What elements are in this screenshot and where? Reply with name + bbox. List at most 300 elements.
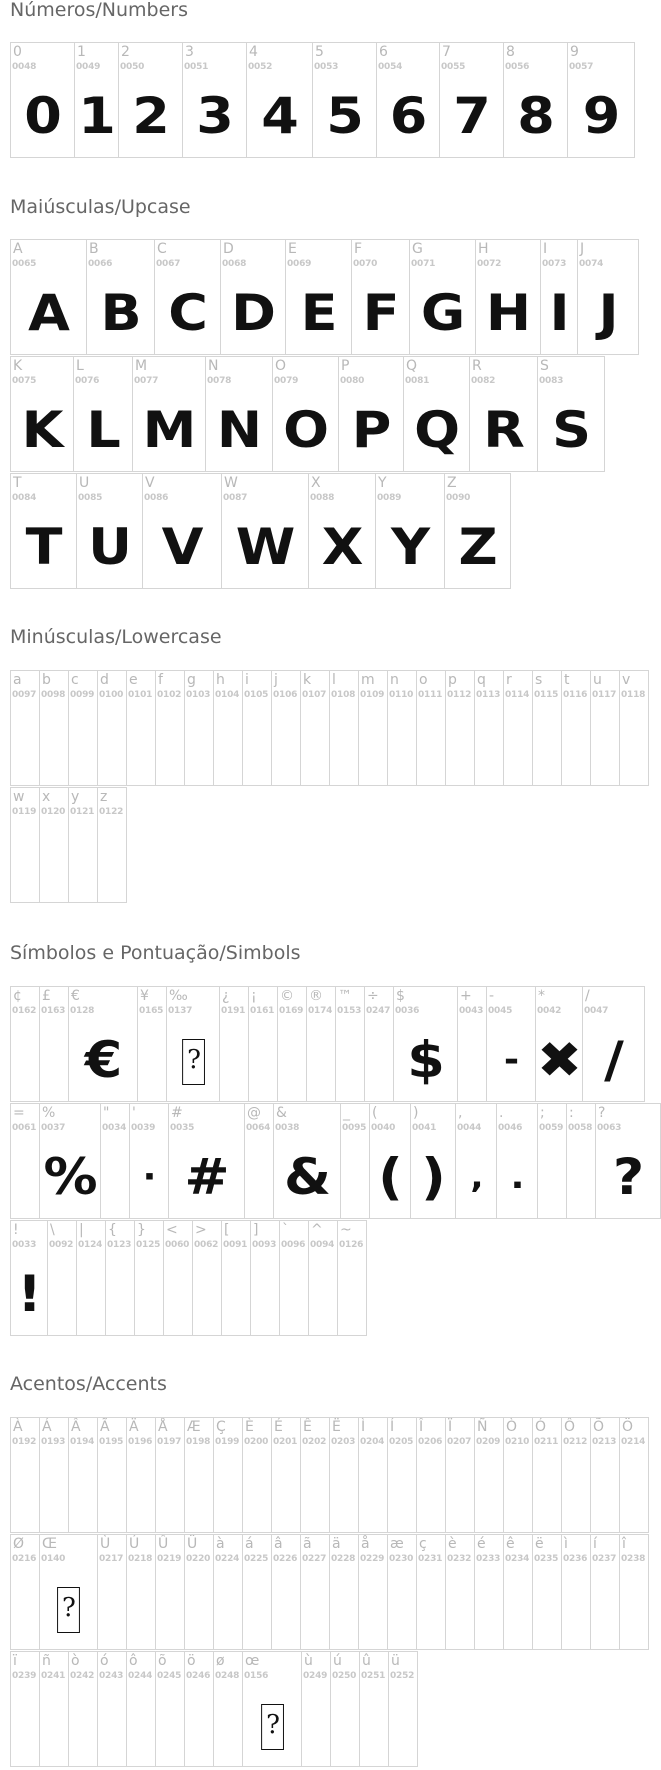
glyph-code-label: 0111: [418, 690, 443, 700]
font-glyph-preview: V: [161, 518, 203, 576]
glyph-character-label: *: [538, 988, 545, 1004]
glyph-code-label: 0113: [476, 690, 501, 700]
glyph-row: [10, 1103, 661, 1219]
glyph-character-label: 9: [570, 44, 579, 60]
glyph-cell: [185, 1534, 214, 1650]
glyph-cell: [98, 1417, 127, 1533]
glyph-character-label: ¢: [13, 988, 22, 1004]
glyph-cell: [119, 42, 183, 158]
glyph-cell: [127, 670, 156, 786]
glyph-cell: [11, 1651, 40, 1767]
glyph-cell: [221, 239, 286, 355]
glyph-code-label: 0079: [274, 376, 299, 386]
section-title-symbols: Símbolos e Pontuação/Simbols: [10, 942, 301, 964]
glyph-cell: [156, 1651, 185, 1767]
glyph-cell: [536, 986, 583, 1102]
glyph-cell: [11, 356, 74, 472]
glyph-code-label: 0239: [12, 1671, 37, 1681]
glyph-code-label: 0123: [107, 1240, 132, 1250]
glyph-cell: [620, 1417, 649, 1533]
font-glyph-preview: ·: [142, 1157, 156, 1197]
glyph-character-label: C: [157, 241, 167, 257]
glyph-code-label: 0033: [12, 1240, 37, 1250]
font-glyph-preview: B: [100, 284, 141, 342]
glyph-code-label: 0251: [361, 1671, 386, 1681]
glyph-code-label: 0125: [136, 1240, 161, 1250]
glyph-code-label: 0234: [505, 1554, 530, 1564]
glyph-character-label: ;: [540, 1105, 545, 1121]
glyph-character-label: Ñ: [477, 1419, 488, 1435]
font-glyph-preview: (: [378, 1148, 402, 1206]
glyph-cell: [476, 239, 541, 355]
glyph-cell: [286, 239, 352, 355]
font-glyph-preview: ?: [612, 1148, 644, 1206]
glyph-cell: [330, 1534, 359, 1650]
glyph-character-label: U: [79, 475, 90, 491]
glyph-character-label: |: [79, 1222, 84, 1238]
glyph-character-label: œ: [245, 1653, 260, 1669]
glyph-cell: [40, 1651, 69, 1767]
glyph-cell: [591, 1534, 620, 1650]
glyph-code-label: 0049: [76, 62, 101, 72]
glyph-character-label: ¿: [222, 988, 230, 1004]
section-title-lowercase: Minúsculas/Lowercase: [10, 626, 222, 648]
glyph-code-label: 0073: [542, 259, 567, 269]
glyph-character-label: M: [135, 358, 148, 374]
glyph-character-label: ^: [311, 1222, 323, 1238]
glyph-code-label: 0198: [186, 1437, 211, 1447]
glyph-code-label: 0230: [389, 1554, 414, 1564]
glyph-cell: [417, 670, 446, 786]
glyph-cell: [458, 986, 487, 1102]
glyph-character-label: Â: [71, 1419, 81, 1435]
glyph-cell: [541, 239, 578, 355]
glyph-code-label: 0163: [41, 1006, 66, 1016]
glyph-cell: [127, 1417, 156, 1533]
glyph-code-label: 0249: [303, 1671, 328, 1681]
glyph-character-label: Ä: [129, 1419, 139, 1435]
glyph-cell: [562, 670, 591, 786]
glyph-cell: [301, 1417, 330, 1533]
glyph-cell: [578, 239, 639, 355]
glyph-character-label: â: [274, 1536, 283, 1552]
glyph-code-label: 0075: [12, 376, 37, 386]
glyph-cell: [440, 42, 504, 158]
glyph-cell: [40, 670, 69, 786]
glyph-character-label: Ò: [506, 1419, 518, 1435]
glyph-cell: [533, 670, 562, 786]
glyph-character-label: A: [13, 241, 23, 257]
glyph-cell: [538, 356, 605, 472]
glyph-cell: [183, 42, 247, 158]
glyph-code-label: 0207: [447, 1437, 472, 1447]
glyph-character-label: 2: [121, 44, 130, 60]
glyph-code-label: 0206: [418, 1437, 443, 1447]
glyph-code-label: 0126: [339, 1240, 364, 1250]
glyph-code-label: 0124: [78, 1240, 103, 1250]
glyph-code-label: 0202: [302, 1437, 327, 1447]
glyph-character-label: ñ: [42, 1653, 51, 1669]
glyph-code-label: 0057: [569, 62, 594, 72]
section-title-accents: Acentos/Accents: [10, 1373, 167, 1395]
font-glyph-preview: K: [21, 401, 63, 459]
glyph-cell: [456, 1103, 497, 1219]
glyph-character-label: Q: [406, 358, 418, 374]
glyph-row: [10, 1417, 649, 1533]
glyph-cell: [167, 986, 220, 1102]
glyph-code-label: 0165: [139, 1006, 164, 1016]
glyph-character-label: à: [216, 1536, 225, 1552]
glyph-code-label: 0205: [389, 1437, 414, 1447]
glyph-cell: [301, 670, 330, 786]
glyph-code-label: 0100: [99, 690, 124, 700]
glyph-character-label: è: [448, 1536, 457, 1552]
glyph-code-label: 0229: [360, 1554, 385, 1564]
glyph-code-label: 0193: [41, 1437, 66, 1447]
glyph-character-label: î: [622, 1536, 626, 1552]
glyph-character-label: _: [343, 1105, 350, 1121]
glyph-code-label: 0034: [102, 1123, 127, 1133]
font-glyph-preview: &: [283, 1148, 331, 1206]
glyph-code-label: 0212: [563, 1437, 588, 1447]
glyph-code-label: 0217: [99, 1554, 124, 1564]
glyph-character-label: ø: [216, 1653, 225, 1669]
glyph-code-label: 0117: [592, 690, 617, 700]
glyph-character-label: #: [171, 1105, 183, 1121]
glyph-character-label: I: [543, 241, 548, 257]
section-title-upcase: Maiúsculas/Upcase: [10, 196, 191, 218]
glyph-code-label: 0241: [41, 1671, 66, 1681]
glyph-row: [10, 986, 645, 1102]
glyph-character-label: ö: [187, 1653, 196, 1669]
glyph-character-label: Y: [378, 475, 387, 491]
glyph-code-label: 0082: [471, 376, 496, 386]
font-glyph-preview: U: [88, 518, 131, 576]
glyph-code-label: 0047: [584, 1006, 609, 1016]
glyph-character-label: æ: [390, 1536, 404, 1552]
glyph-character-label: G: [412, 241, 423, 257]
glyph-code-label: 0232: [447, 1554, 472, 1564]
glyph-code-label: 0043: [459, 1006, 484, 1016]
glyph-cell: [411, 1103, 456, 1219]
glyph-cell: [339, 356, 404, 472]
glyph-character-label: a: [13, 672, 22, 688]
glyph-code-label: 0068: [222, 259, 247, 269]
glyph-character-label: r: [506, 672, 512, 688]
glyph-character-label: 0: [13, 44, 22, 60]
glyph-cell: [352, 239, 410, 355]
glyph-character-label: Ú: [129, 1536, 140, 1552]
glyph-cell: [446, 670, 475, 786]
glyph-code-label: 0224: [215, 1554, 240, 1564]
glyph-cell: [360, 1651, 389, 1767]
glyph-character-label: ¡: [251, 988, 257, 1004]
glyph-cell: [504, 1417, 533, 1533]
glyph-code-label: 0053: [314, 62, 339, 72]
glyph-character-label: Ü: [187, 1536, 198, 1552]
glyph-code-label: 0051: [184, 62, 209, 72]
glyph-cell: [185, 1417, 214, 1533]
glyph-cell: [74, 356, 133, 472]
glyph-code-label: 0083: [539, 376, 564, 386]
font-glyph-preview: M: [142, 401, 196, 459]
glyph-character-label: À: [13, 1419, 23, 1435]
glyph-code-label: 0156: [244, 1671, 269, 1681]
font-glyph-preview: !: [17, 1265, 41, 1323]
glyph-character-label: d: [100, 672, 109, 688]
glyph-cell: [562, 1534, 591, 1650]
glyph-cell: [106, 1220, 135, 1336]
glyph-cell: [185, 1651, 214, 1767]
glyph-character-label: %: [42, 1105, 56, 1121]
glyph-cell: [475, 670, 504, 786]
glyph-cell: [40, 787, 69, 903]
glyph-character-label: x: [42, 789, 51, 805]
glyph-code-label: 0058: [568, 1123, 593, 1133]
font-glyph-preview: C: [168, 284, 207, 342]
glyph-code-label: 0140: [41, 1554, 66, 1564]
glyph-code-label: 0042: [537, 1006, 562, 1016]
glyph-character-label: Õ: [593, 1419, 605, 1435]
glyph-cell: [313, 42, 377, 158]
glyph-character-label: >: [195, 1222, 207, 1238]
font-glyph-preview: .: [510, 1157, 524, 1197]
glyph-code-label: 0108: [331, 690, 356, 700]
glyph-code-label: 0078: [207, 376, 232, 386]
glyph-code-label: 0226: [273, 1554, 298, 1564]
glyph-character-label: +: [460, 988, 472, 1004]
glyph-character-label: ): [413, 1105, 419, 1121]
font-glyph-preview: 0: [24, 87, 61, 145]
font-glyph-preview: N: [216, 401, 262, 459]
glyph-character-label: ò: [71, 1653, 80, 1669]
glyph-code-label: 0216: [12, 1554, 37, 1564]
glyph-code-label: 0056: [505, 62, 530, 72]
glyph-code-label: 0109: [360, 690, 385, 700]
glyph-cell: [11, 42, 75, 158]
missing-glyph-mark: ?: [57, 1587, 80, 1633]
glyph-row: [10, 787, 127, 903]
glyph-code-label: 0035: [170, 1123, 195, 1133]
glyph-cell: [193, 1220, 222, 1336]
glyph-cell: [301, 1534, 330, 1650]
glyph-cell: [359, 1534, 388, 1650]
glyph-code-label: 0197: [157, 1437, 182, 1447]
font-glyph-preview: O: [283, 401, 328, 459]
glyph-cell: [410, 239, 476, 355]
missing-glyph-box: [167, 1031, 220, 1089]
glyph-code-label: 0055: [441, 62, 466, 72]
glyph-cell: [135, 1220, 164, 1336]
glyph-code-label: 0203: [331, 1437, 356, 1447]
font-glyph-preview: 3: [196, 87, 233, 145]
glyph-code-label: 0093: [252, 1240, 277, 1250]
glyph-code-label: 0036: [395, 1006, 420, 1016]
glyph-character-label: 8: [506, 44, 515, 60]
glyph-cell: [388, 1534, 417, 1650]
font-glyph-preview: D: [231, 284, 275, 342]
glyph-cell: [272, 1417, 301, 1533]
glyph-character-label: Œ: [42, 1536, 57, 1552]
glyph-character-label: P: [341, 358, 350, 374]
glyph-character-label: Ã: [100, 1419, 110, 1435]
glyph-character-label: @: [247, 1105, 261, 1121]
glyph-cell: [185, 670, 214, 786]
glyph-character-label: /: [585, 988, 590, 1004]
glyph-code-label: 0231: [418, 1554, 443, 1564]
glyph-cell: [130, 1103, 169, 1219]
font-glyph-preview: $: [407, 1031, 444, 1089]
glyph-character-label: ó: [100, 1653, 109, 1669]
glyph-cell: [417, 1534, 446, 1650]
glyph-cell: [272, 1534, 301, 1650]
glyph-cell: [11, 473, 77, 589]
glyph-character-label: F: [354, 241, 363, 257]
glyph-character-label: p: [448, 672, 457, 688]
glyph-code-label: 0072: [477, 259, 502, 269]
glyph-cell: [309, 1220, 338, 1336]
glyph-code-label: 0237: [592, 1554, 617, 1564]
glyph-code-label: 0228: [331, 1554, 356, 1564]
glyph-code-label: 0105: [244, 690, 269, 700]
glyph-cell: [69, 670, 98, 786]
glyph-code-label: 0122: [99, 807, 124, 817]
font-glyph-preview: G: [420, 284, 465, 342]
glyph-character-label: :: [569, 1105, 574, 1121]
glyph-character-label: È: [245, 1419, 254, 1435]
glyph-code-label: 0039: [131, 1123, 156, 1133]
glyph-cell: [370, 1103, 411, 1219]
glyph-character-label: X: [311, 475, 321, 491]
glyph-cell: [127, 1534, 156, 1650]
glyph-code-label: 0097: [12, 690, 37, 700]
glyph-character-label: ©: [280, 988, 294, 1004]
glyph-cell: [69, 986, 138, 1102]
glyph-cell: [69, 787, 98, 903]
glyph-character-label: ‰: [169, 988, 188, 1004]
glyph-cell: [40, 986, 69, 1102]
glyph-cell: [567, 1103, 596, 1219]
glyph-code-label: 0067: [156, 259, 181, 269]
glyph-code-label: 0107: [302, 690, 327, 700]
glyph-code-label: 0090: [446, 493, 471, 503]
font-glyph-preview: /: [604, 1031, 623, 1089]
glyph-code-label: 0063: [597, 1123, 622, 1133]
glyph-code-label: 0238: [621, 1554, 646, 1564]
glyph-character-label: Î: [419, 1419, 424, 1435]
font-glyph-preview: Y: [390, 518, 430, 576]
glyph-character-label: w: [13, 789, 25, 805]
glyph-character-label: ç: [419, 1536, 427, 1552]
glyph-character-label: o: [419, 672, 428, 688]
glyph-character-label: ä: [332, 1536, 341, 1552]
missing-glyph-box: [40, 1579, 98, 1637]
font-glyph-preview: H: [485, 284, 531, 342]
glyph-cell: [417, 1417, 446, 1533]
glyph-code-label: 0204: [360, 1437, 385, 1447]
glyph-character-label: Ø: [13, 1536, 25, 1552]
glyph-cell: [533, 1417, 562, 1533]
glyph-character-label: ì: [564, 1536, 568, 1552]
glyph-character-label: é: [477, 1536, 486, 1552]
glyph-character-label: &: [276, 1105, 287, 1121]
glyph-row: [10, 239, 639, 355]
glyph-character-label: e: [129, 672, 138, 688]
glyph-cell: [214, 670, 243, 786]
glyph-cell: [98, 670, 127, 786]
glyph-character-label: R: [472, 358, 482, 374]
glyph-character-label: ®: [309, 988, 323, 1004]
glyph-character-label: Û: [158, 1536, 169, 1552]
glyph-character-label: N: [208, 358, 219, 374]
glyph-character-label: T: [13, 475, 22, 491]
font-glyph-preview: L: [86, 401, 120, 459]
glyph-cell: [251, 1220, 280, 1336]
glyph-code-label: 0040: [371, 1123, 396, 1133]
glyph-code-label: 0201: [273, 1437, 298, 1447]
glyph-character-label: ú: [333, 1653, 342, 1669]
glyph-code-label: 0120: [41, 807, 66, 817]
glyph-cell: [620, 670, 649, 786]
glyph-character-label: {: [108, 1222, 117, 1238]
glyph-code-label: 0103: [186, 690, 211, 700]
glyph-code-label: 0088: [310, 493, 335, 503]
font-glyph-preview: 8: [517, 87, 554, 145]
glyph-character-label: Ê: [303, 1419, 312, 1435]
glyph-cell: [568, 42, 635, 158]
glyph-cell: [98, 1651, 127, 1767]
glyph-character-label: s: [535, 672, 543, 688]
glyph-code-label: 0245: [157, 1671, 182, 1681]
missing-glyph-mark: ?: [182, 1039, 205, 1085]
glyph-code-label: 0242: [70, 1671, 95, 1681]
glyph-cell: [504, 42, 568, 158]
font-glyph-preview: R: [483, 401, 524, 459]
font-glyph-preview: A: [28, 284, 69, 342]
glyph-code-label: 0048: [12, 62, 37, 72]
glyph-character-label: Z: [447, 475, 457, 491]
glyph-character-label: Ç: [216, 1419, 226, 1435]
glyph-code-label: 0037: [41, 1123, 66, 1133]
glyph-code-label: 0116: [563, 690, 588, 700]
glyph-row: [10, 1534, 649, 1650]
glyph-cell: [11, 986, 40, 1102]
glyph-code-label: 0196: [128, 1437, 153, 1447]
glyph-code-label: 0199: [215, 1437, 240, 1447]
glyph-cell: [336, 986, 365, 1102]
glyph-row: [10, 473, 511, 589]
glyph-character-label: Í: [390, 1419, 395, 1435]
glyph-row: [10, 1220, 367, 1336]
glyph-code-label: 0115: [534, 690, 559, 700]
glyph-character-label: [: [224, 1222, 230, 1238]
font-glyph-preview: F: [362, 284, 399, 342]
glyph-character-label: i: [245, 672, 249, 688]
glyph-code-label: 0046: [498, 1123, 523, 1133]
glyph-character-label: j: [274, 672, 278, 688]
glyph-cell: [69, 1417, 98, 1533]
glyph-code-label: 0219: [157, 1554, 182, 1564]
glyph-character-label: €: [71, 988, 80, 1004]
glyph-cell: [330, 1417, 359, 1533]
glyph-character-label: Ù: [100, 1536, 111, 1552]
glyph-code-label: 0121: [70, 807, 95, 817]
glyph-character-label: ÷: [367, 988, 379, 1004]
glyph-cell: [533, 1534, 562, 1650]
glyph-character-label: v: [622, 672, 631, 688]
glyph-code-label: 0066: [88, 259, 113, 269]
glyph-code-label: 0076: [75, 376, 100, 386]
